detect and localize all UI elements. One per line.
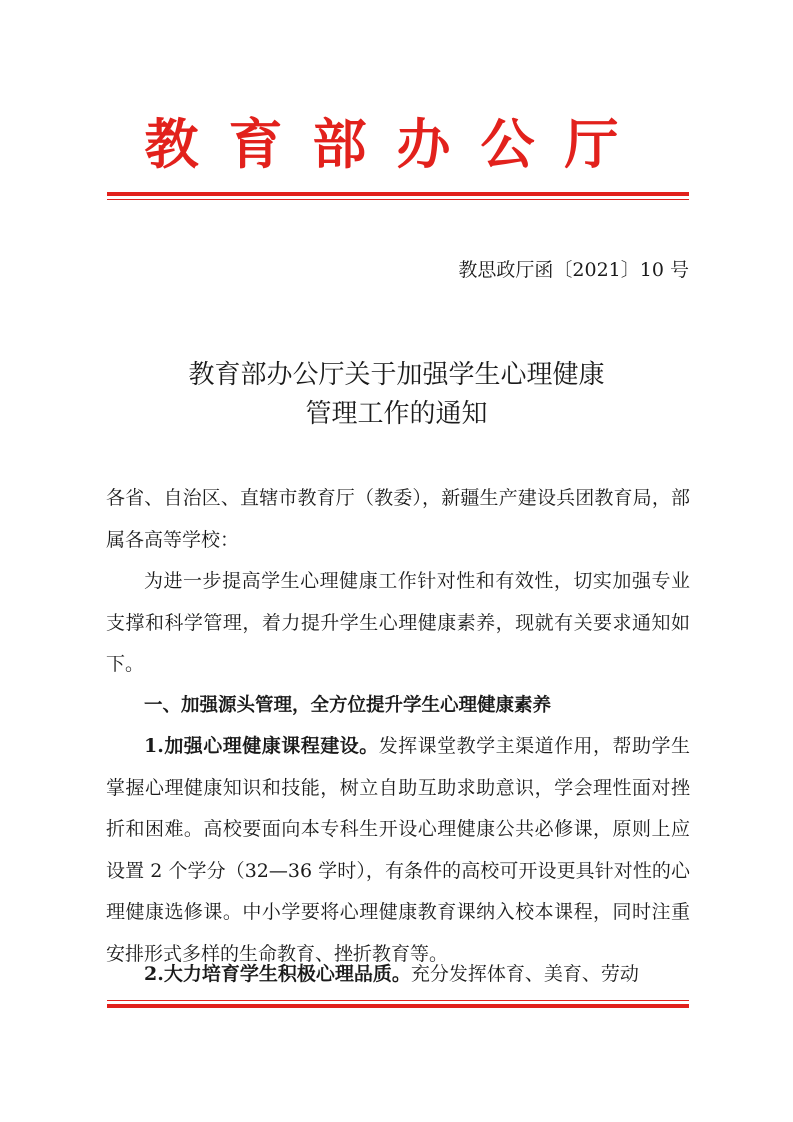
document-title-line-1: 教育部办公厅关于加强学生心理健康	[188, 360, 605, 390]
item-1-text: 发挥课堂教学主渠道作用，帮助学生掌握心理健康知识和技能，树立自助互助求助意识，学会理性面对挫折和困难。高校要面向本专科生开设心理健康公共必修课，原则上应设置 2 个学分（32—36 学时），有条件的高校可开设更具针对性的心理健康选修课。中小学要将心理健康教育课纳入校本课程，同时注重安排形式多样的生命教育、挫折教育等。	[106, 735, 690, 965]
header-divider-thin	[107, 199, 689, 200]
header-divider-thick	[107, 192, 689, 196]
footer-divider-thin	[107, 1000, 689, 1001]
item-2-lead: 2.大力培育学生积极心理品质。	[144, 963, 411, 985]
footer-divider-thick	[107, 1004, 689, 1008]
item-2-text: 充分发挥体育、美育、劳动	[410, 963, 639, 985]
intro-paragraph: 为进一步提高学生心理健康工作针对性和有效性，切实加强专业支撑和科学管理，着力提升学生心理健康素养，现就有关要求通知如下。	[106, 570, 690, 675]
item-2-paragraph	[106, 954, 690, 996]
issuing-office-masthead: 教育部办公厅	[144, 112, 649, 176]
document-title	[0, 356, 793, 434]
document-title-line-2: 管理工作的通知	[305, 399, 488, 429]
document-number: 教思政厅函〔2021〕10 号	[458, 259, 689, 281]
item-1-paragraph	[106, 726, 690, 975]
item-1-lead: 1.加强心理健康课程建设。	[144, 735, 379, 757]
section-1-heading: 一、加强源头管理，全方位提升学生心理健康素养	[144, 695, 552, 716]
addressee-paragraph: 各省、自治区、直辖市教育厅（教委），新疆生产建设兵团教育局，部属各高等学校：	[106, 487, 690, 551]
